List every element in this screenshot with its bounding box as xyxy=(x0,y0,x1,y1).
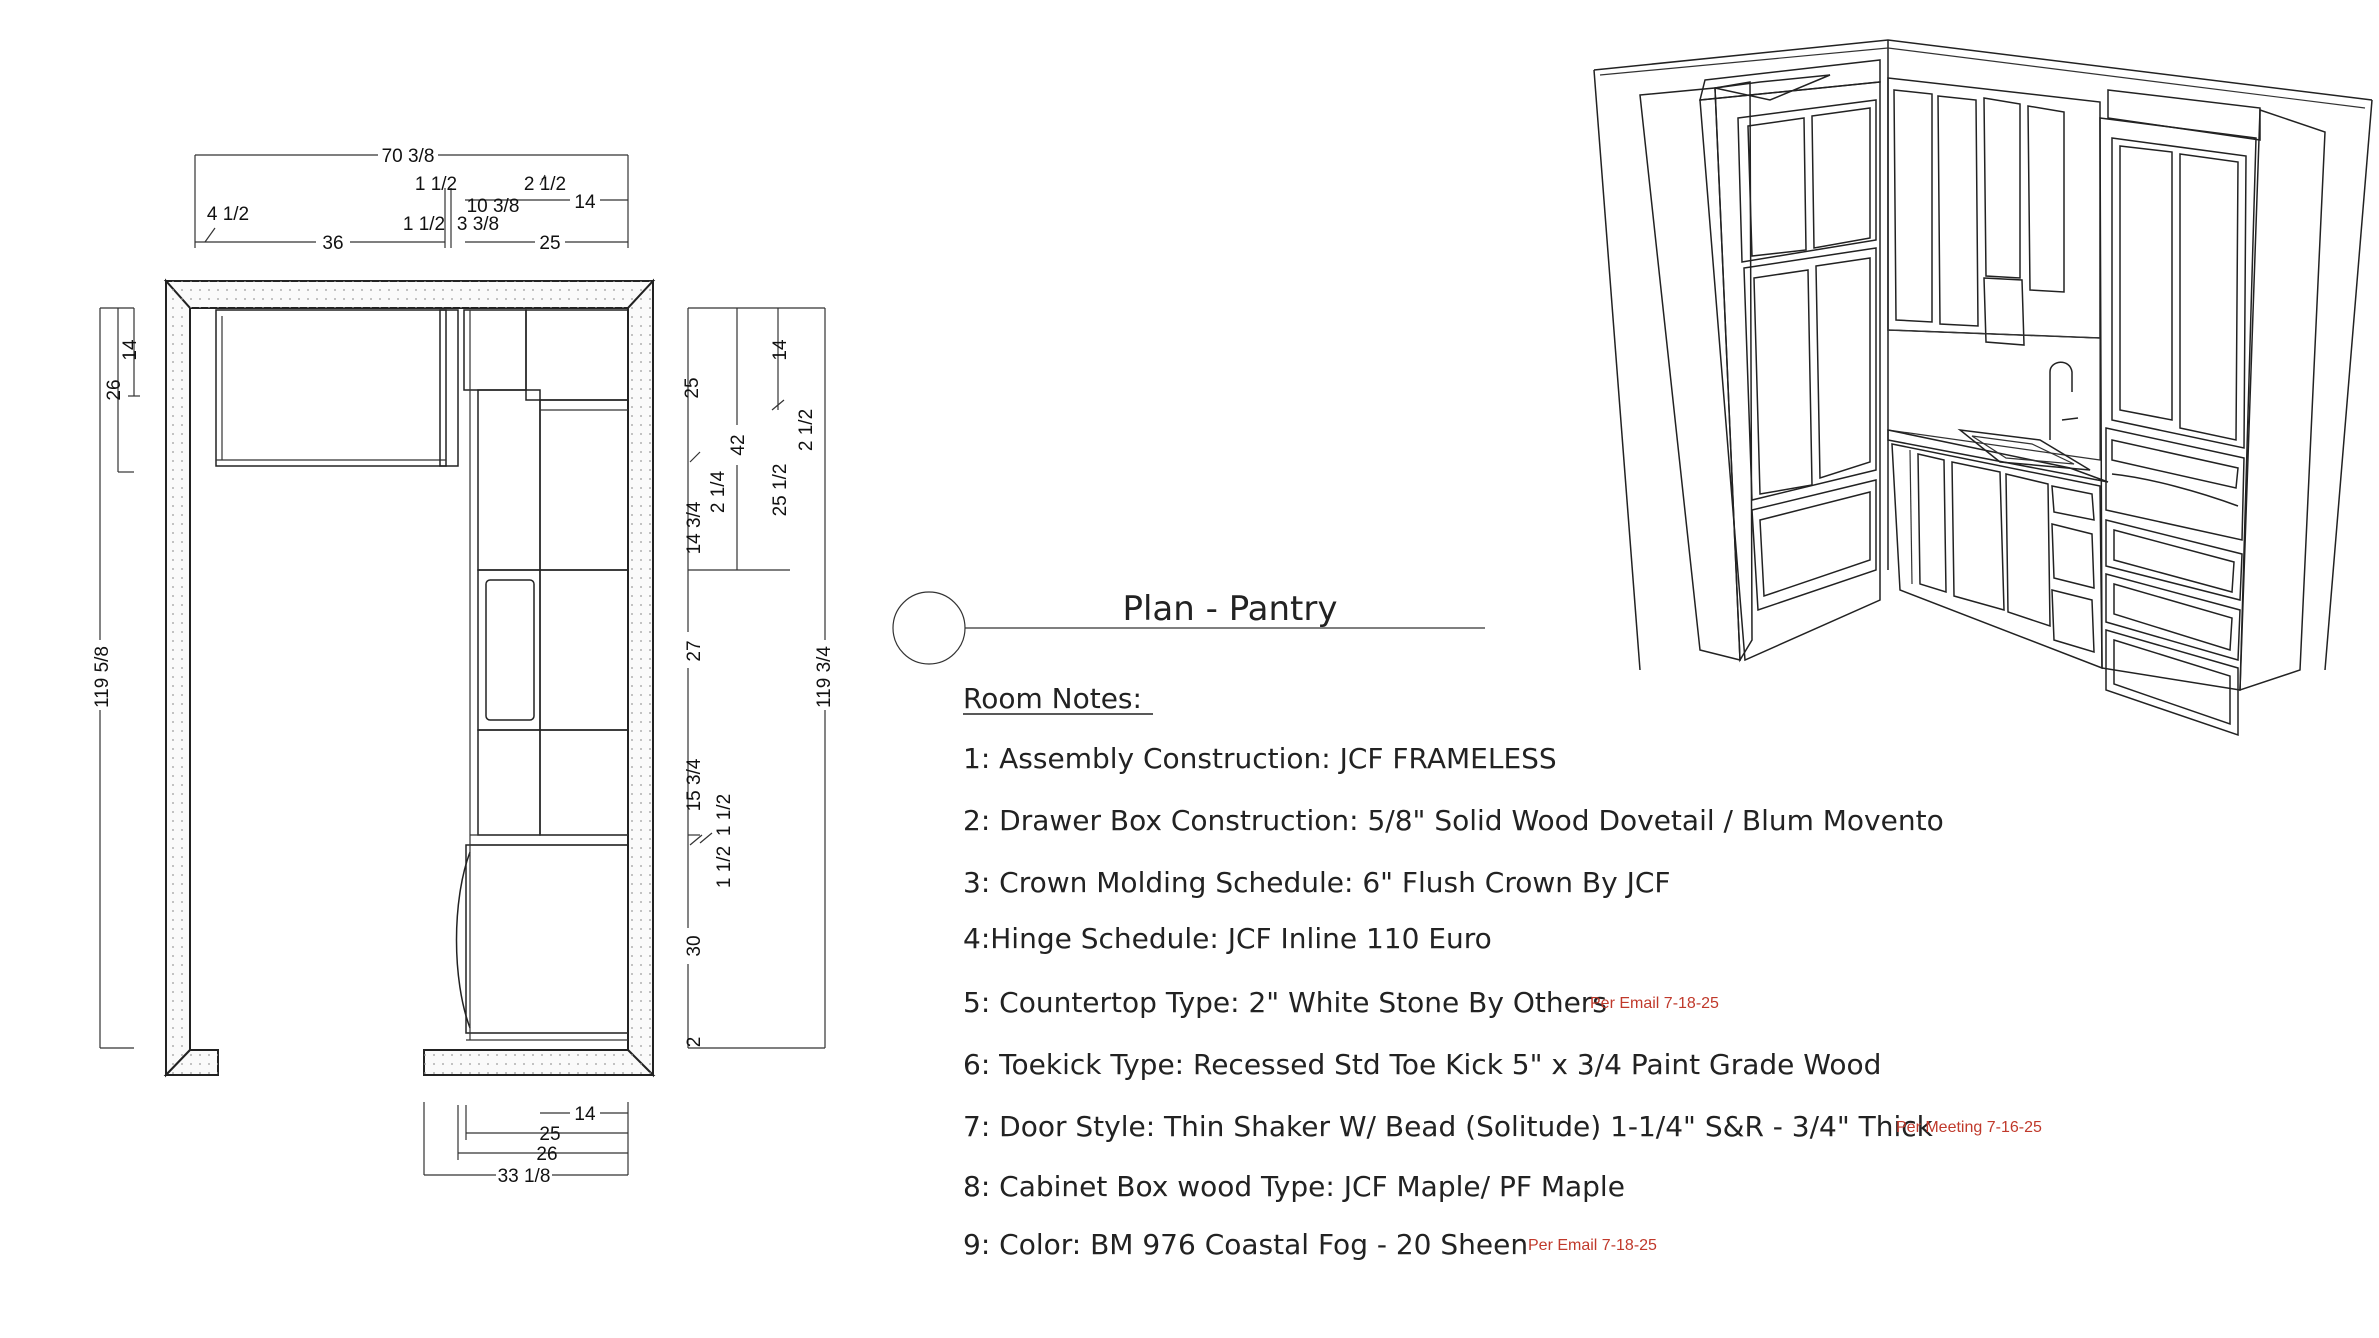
dim-top-7: 3 3/8 xyxy=(456,214,500,235)
plan-bottom-dimensions xyxy=(424,1102,628,1187)
dim-left-2: 14 xyxy=(120,339,141,361)
dim-right-9: 15 3/4 xyxy=(684,758,705,812)
note-3: 3: Crown Molding Schedule: 6" Flush Crown By JCF xyxy=(963,866,1671,899)
dim-right-5: 2 1/4 xyxy=(708,470,729,514)
note-4: 4:Hinge Schedule: JCF Inline 110 Euro xyxy=(963,922,1492,955)
dim-right-6: 14 3/4 xyxy=(684,501,705,555)
dim-right-1: 25 xyxy=(682,377,703,399)
room-notes xyxy=(963,682,2042,1261)
note-9-annotation: Per Email 7-18-25 xyxy=(1528,1237,1657,1254)
note-7: 7: Door Style: Thin Shaker W/ Bead (Solitude) 1-1/4" S&R - 3/4" Thick xyxy=(963,1110,1933,1143)
dim-right-11: 1 1/2 xyxy=(714,845,735,889)
dim-top-overall: 70 3/8 xyxy=(381,146,435,167)
room-notes-heading: Room Notes: xyxy=(963,682,1142,715)
dim-top-5: 14 xyxy=(574,192,596,213)
dim-bottom-1: 14 xyxy=(574,1104,596,1125)
plan-title-block xyxy=(893,589,1485,664)
dim-top-2: 2 1/2 xyxy=(523,174,567,195)
note-5: 5: Countertop Type: 2" White Stone By Others xyxy=(963,986,1607,1019)
dim-right-13: 2 xyxy=(684,1036,705,1048)
floor-plan xyxy=(88,144,836,1187)
dim-right-8: 27 xyxy=(684,640,705,662)
note-5-annotation: Per Email 7-18-25 xyxy=(1590,995,1719,1012)
pantry-perspective-view xyxy=(1594,40,2372,735)
dim-top-4: 10 3/8 xyxy=(466,196,520,217)
dim-top-3: 4 1/2 xyxy=(206,204,250,225)
dim-top-8: 36 xyxy=(322,233,344,254)
note-9: 9: Color: BM 976 Coastal Fog - 20 Sheen xyxy=(963,1228,1529,1261)
dim-right-12: 30 xyxy=(684,935,705,957)
plan-right-dimensions xyxy=(682,308,836,1048)
plan-left-dimensions xyxy=(88,308,141,1048)
note-1: 1: Assembly Construction: JCF FRAMELESS xyxy=(963,742,1557,775)
dim-top-6: 1 1/2 xyxy=(402,214,446,235)
note-2: 2: Drawer Box Construction: 5/8" Solid Wood Dovetail / Blum Movento xyxy=(963,804,1944,837)
dim-right-7: 25 1/2 xyxy=(770,463,791,517)
plan-title: Plan - Pantry xyxy=(1122,589,1338,629)
dim-top-9: 25 xyxy=(539,233,561,254)
note-7-annotation: Per Meeting 7-16-25 xyxy=(1896,1119,2042,1136)
note-6: 6: Toekick Type: Recessed Std Toe Kick 5" x 3/4 Paint Grade Wood xyxy=(963,1048,1882,1081)
plan-top-dimensions xyxy=(195,144,628,254)
dim-right-overall: 119 3/4 xyxy=(814,646,835,708)
dim-top-1: 1 1/2 xyxy=(414,174,458,195)
dim-right-3: 42 xyxy=(728,434,749,456)
dim-bottom-4: 33 1/8 xyxy=(497,1166,551,1187)
dim-right-10: 1 1/2 xyxy=(714,793,735,837)
dim-left-1: 26 xyxy=(104,379,125,401)
dim-bottom-3: 26 xyxy=(536,1144,558,1165)
dim-bottom-2: 25 xyxy=(539,1124,561,1145)
note-8: 8: Cabinet Box wood Type: JCF Maple/ PF Maple xyxy=(963,1170,1625,1203)
dim-left-overall: 119 5/8 xyxy=(92,646,113,708)
dim-right-2: 14 xyxy=(770,339,791,361)
dim-right-4: 2 1/2 xyxy=(796,408,817,452)
